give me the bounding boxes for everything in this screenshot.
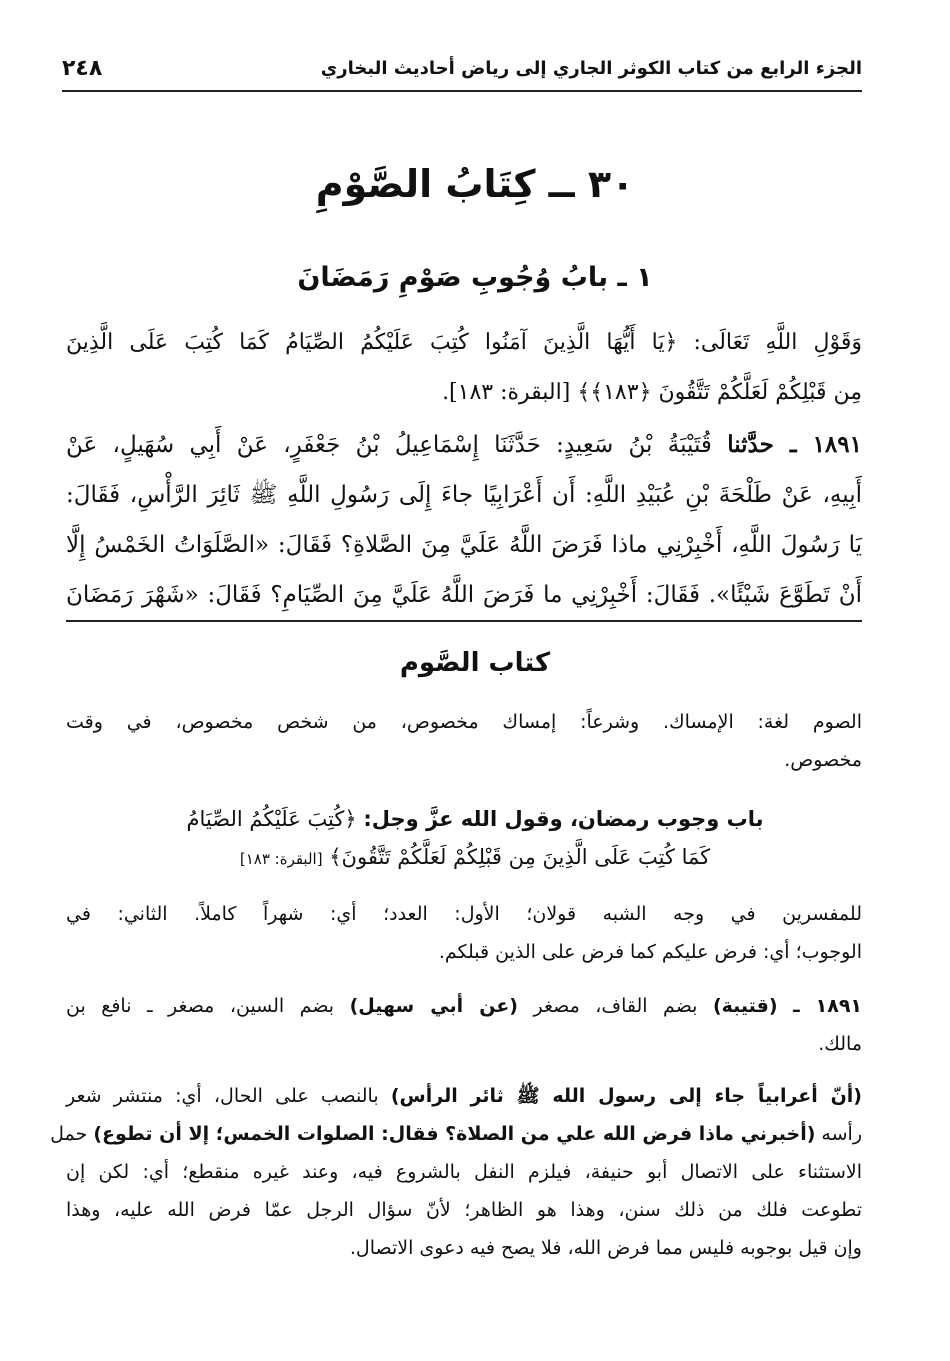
paragraph-line: مالك.	[818, 1033, 862, 1055]
paragraph-line: تطوعت فلك من ذلك سنن، وهذا هو الظاهر؛ لأنّ سؤال الرجل عمّا فرض الله عليه، وهذا	[66, 1199, 862, 1221]
hadith-line: يَا رَسُولَ اللَّهِ، أَخْبِرْنِي ماذا فَرَضَ اللَّهُ عَلَيَّ مِنَ الصَّلاةِ؟ فَقَالَ: «الصَّلَوَاتُ الخَمْسُ إِلَّا	[66, 532, 862, 558]
footnote-separator	[66, 620, 862, 622]
verse-text: ﴿كُتِبَ عَلَيْكُمُ الصِّيَامُ	[186, 807, 357, 831]
quran-line: وَقَوْلِ اللَّهِ تَعَالَى: ﴿يَا أَيُّهَا الَّذِينَ آمَنُوا كُتِبَ عَلَيْكُمُ الصِّيَامُ كَمَا كُتِبَ عَلَى الَّذِينَ	[66, 330, 862, 355]
definition-paragraph	[66, 703, 862, 779]
paragraph-line: للمفسرين في وجه الشبه قولان؛ الأول: العدد؛ أي: شهراً كاملاً. الثاني: في	[66, 903, 862, 925]
quran-citation	[66, 318, 862, 418]
page-number: ٢٤٨	[62, 55, 103, 81]
hadith-number: ١٨٩١ ـ حدَّثنا	[727, 431, 862, 458]
paragraph-line: مخصوص.	[784, 749, 862, 771]
verse-reference: [البقرة: ١٨٣]	[239, 850, 323, 868]
bold-phrase: (أخبرني ماذا فرض الله علي من الصلاة؟ فقال: الصلوات الخمس؛ إلا أن تطوع)	[93, 1123, 816, 1145]
tafsir-paragraph	[66, 895, 862, 971]
bold-phrase: (قتيبة)	[712, 995, 778, 1017]
final-paragraph	[50, 1077, 862, 1267]
running-header	[62, 46, 862, 92]
paragraph-text: بضم السين، مصغر ـ نافع بن	[66, 995, 350, 1017]
hadith-line: أَبِيهِ، عَنْ طَلْحَةَ بْنِ عُبَيْدِ اللَّهِ: أَن أَعْرَابِيًا جاءَ إِلَى رَسُولِ اللَّهِ ﷺ ثَائِرَ الرَّأْسِ، فَقَالَ:	[66, 482, 862, 508]
book-title: ٣٠ ــ كِتَابُ الصَّوْمِ	[315, 162, 635, 206]
chapter-title: ١ ـ بابُ وُجُوبِ صَوْمِ رَمَضَانَ	[297, 262, 653, 293]
commentary-title: كتاب الصَّوم	[399, 648, 551, 678]
paragraph-line: الاستثناء على الاتصال أبو حنيفة، فيلزم النفل بالشروع فيه، وعند غيره منقطع؛ أي: لكن إن	[66, 1161, 862, 1183]
paragraph-text: رأسه	[815, 1123, 862, 1145]
bold-phrase: (عن أبي سهيل)	[349, 995, 518, 1017]
paragraph-text: بالنصب على الحال، أي: منتشر شعر	[66, 1085, 391, 1107]
paragraph-line: الوجوب؛ أي: فرض عليكم كما فرض على الذين قبلكم.	[438, 941, 862, 963]
bab-heading-line	[0, 800, 950, 838]
paragraph-line	[66, 1077, 862, 1115]
paragraph-line: الصوم لغة: الإمساك. وشرعاً: إمساك مخصوص، من شخص مخصوص، في وقت	[66, 711, 862, 733]
note-1891-paragraph	[66, 987, 862, 1063]
verse-text: كَمَا كُتِبَ عَلَى الَّذِينَ مِن قَبْلِكُمْ لَعَلَّكُمْ تَتَّقُونَ﴾	[329, 845, 711, 869]
bab-heading-bold: باب وجوب رمضان، وقول الله عزَّ وجل:	[363, 807, 764, 831]
paragraph-text: بضم القاف، مصغر	[517, 995, 713, 1017]
hadith-line-text: قُتَيْبَةُ بْنُ سَعِيدٍ: حَدَّثَنَا إِسْمَاعِيلُ بْنُ جَعْفَرٍ، عَنْ أَبِي سُهَيلٍ، عَنْ	[66, 432, 712, 458]
quran-line: مِن قَبْلِكُمْ لَعَلَّكُمْ تَتَّقُونَ ﴿١٨٣﴾﴾ [البقرة: ١٨٣].	[442, 380, 862, 405]
paragraph-line	[50, 1115, 862, 1153]
note-number: ١٨٩١ ـ	[793, 995, 863, 1017]
running-title: الجزء الرابع من كتاب الكوثر الجاري إلى رياض أحاديث البخاري	[320, 57, 862, 79]
bab-heading	[0, 800, 950, 878]
paragraph-line: وإن قيل بوجوبه فليس مما فرض الله، فلا يصح فيه دعوى الاتصال.	[349, 1237, 862, 1259]
bold-phrase: (أنّ أعرابياً جاء إلى رسول الله ﷺ ثائر الرأس)	[390, 1085, 862, 1107]
hadith-text	[66, 420, 862, 620]
hadith-line	[66, 420, 862, 470]
paragraph-text: حمل	[50, 1123, 94, 1145]
hadith-line: أَنْ تَطَوَّعَ شَيْئًا». فَقَالَ: أَخْبِرْنِي ما فَرَضَ اللَّهُ عَلَيَّ مِنَ الصِّيَامِ؟ فَقَالَ: «شَهْرَ رَمَضَانَ	[66, 582, 862, 608]
bab-heading-line	[0, 838, 950, 878]
paragraph-line	[66, 987, 862, 1025]
